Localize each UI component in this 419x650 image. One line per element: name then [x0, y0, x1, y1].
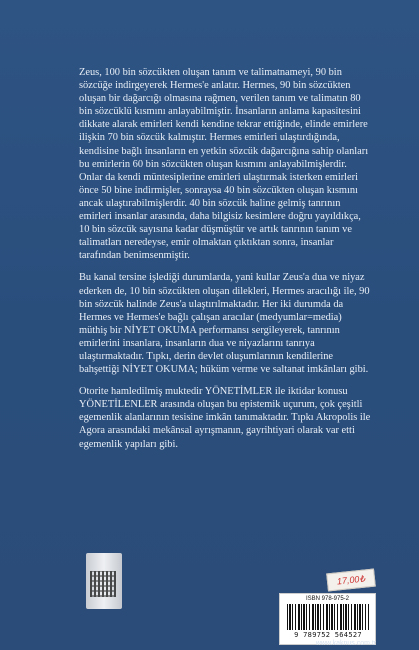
hologram-sticker	[86, 553, 122, 609]
back-cover-text	[79, 66, 371, 460]
ean-digits: 9 789752 564527	[294, 631, 362, 639]
publisher-website: www.kaknus.com.tr	[315, 640, 377, 647]
isbn-label: ISBN 978-975-2	[305, 596, 350, 602]
paragraph-2: Bu kanal tersine işlediği durumlarda, yani kullar Zeus'a dua ve niyaz ederken de, 10 bin sözcükten oluşan dilekleri, Hermes aracılığı ile, 90 bin sözcük halinde Zeus'a ulaştırılmaktadır. Her iki durumda da Hermes ve Hermes'e bağlı çalışan aracılar (medyumlar=media) müthiş bir NİYET OKUMA performansı sergileyerek, tanrının emirlerini insanlara, insanların dua ve niyazlarını tanrıya ulaştırmaktadır. Tıpkı, derin devlet oluşumlarının kendilerine bahşettiği NİYET OKUMA; hüküm verme ve saltanat imkânları gibi.	[79, 272, 370, 376]
price-tag: 17,00₺	[326, 569, 376, 592]
barcode-icon	[287, 604, 369, 630]
qr-code-icon	[90, 571, 116, 597]
paragraph-3: Otorite hamledilmiş muktedir YÖNETİMLER ile iktidar konusu YÖNETİLENLER arasında oluşan bu epistemik uçurum, çok çeşitli egemenlik alanlarının tesisine imkân tanımaktadır. Tıpkı Akropolis ile Agora arasındaki mekânsal ayrışmanın, gayrihtiyari olarak var etti egemenlik yapıları gibi.	[79, 386, 371, 450]
paragraph-1: Zeus, 100 bin sözcükten oluşan tanım ve talimatnameyi, 90 bin sözcüğe indirgeyerek Hermes'e anlatır. Hermes, 90 bin sözcükten oluşan bir dağarcığı olmasına rağmen, verilen tanım ve talimatın 80 bin sözcüklü kısmını anlayabilmiştir. İnsanların anlama kapasitesini dikkate alarak emirleri kendi kendine tekrar ettiğinde, elinde emirlere ilişkin 70 bin sözcük kalmıştır. Hermes emirleri ulaştırdığında, kendisine bağlı insanların en yetkin sözcük dağarcığına sahip olanları bu emirlerin 60 bin sözcükten oluşan kısmını anlayabilmişlerdir. Onlar da kendi müntesiplerine emirleri ulaştırmak isterken emirleri önce 50 bine indirmişler, sonraysa 40 bin sözcükten oluşan kısmını ancak ulaştırabilmişlerdir. 40 bin sözcük haline gelmiş tanrının emirleri insanlar arasında, daha bilgisiz kesimlere doğru yayıldıkça, 10 bin sözcük sayısına kadar düşmüştür ve artık tanrının tanım ve talimatları neredeyse, emir olmaktan çıktıktan sonra, insanlar tarafından benimsenmiştir.	[79, 67, 369, 262]
